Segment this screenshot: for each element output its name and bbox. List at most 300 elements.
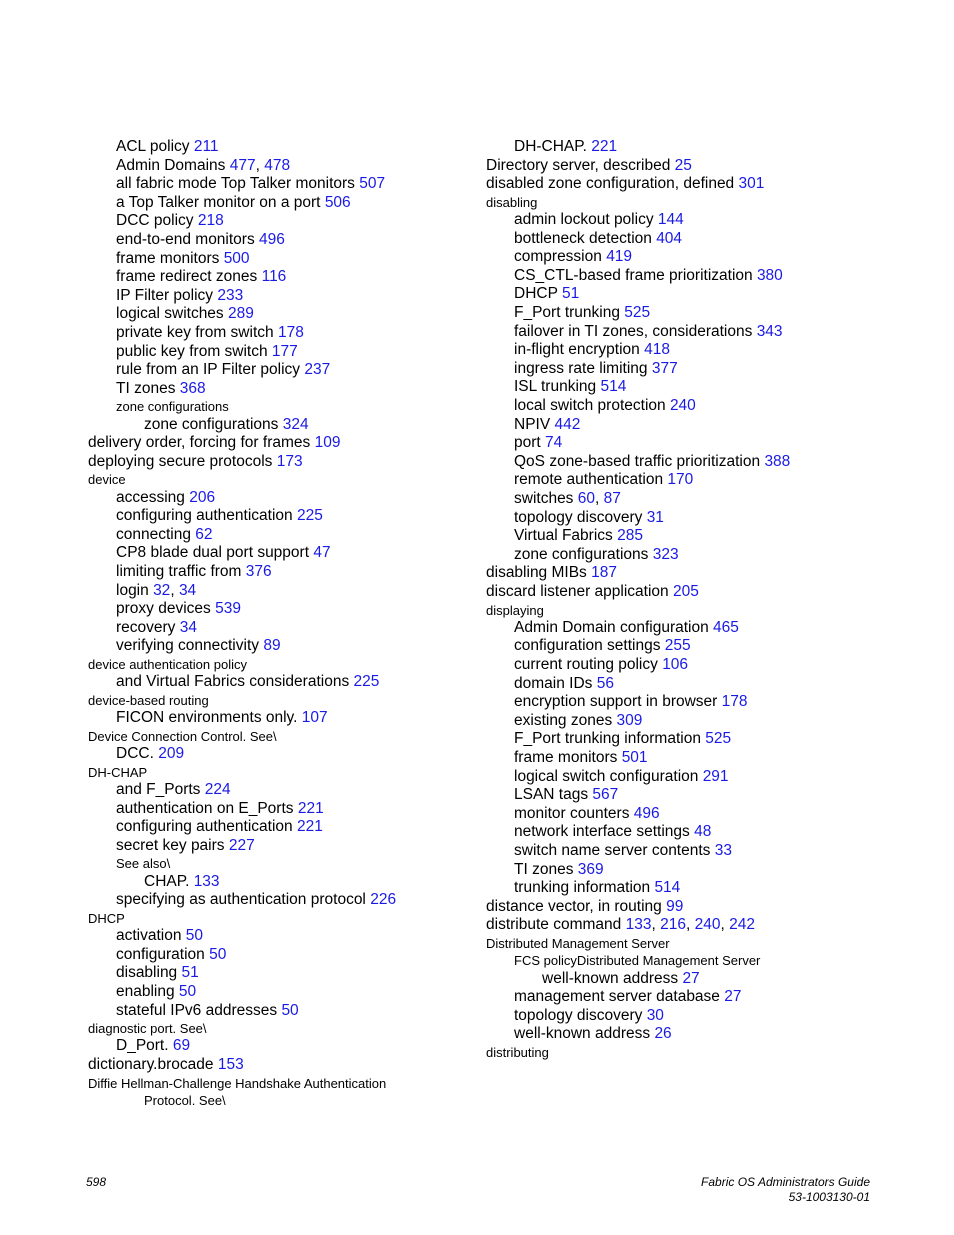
index-entry-private-key-from-switch	[88, 324, 478, 343]
index-term: private key from switch	[116, 323, 274, 341]
index-term: domain IDs	[514, 674, 593, 692]
index-term: existing zones	[514, 711, 613, 729]
page-link-26[interactable]: 26	[654, 1025, 672, 1043]
index-entry-compression	[486, 248, 886, 267]
index-term: encryption support in browser	[514, 693, 718, 711]
index-entry-and-f-ports	[88, 781, 478, 800]
index-entry-virtual-fabrics	[486, 527, 886, 546]
index-entry-f-port-trunking	[486, 304, 886, 323]
index-term: DCC policy	[116, 212, 194, 230]
page-link-50[interactable]: 50	[178, 982, 197, 1000]
index-term: port	[514, 434, 541, 452]
index-term: enabling	[116, 982, 175, 1000]
page-link-380[interactable]: 380	[756, 266, 783, 284]
page-footer-right	[701, 1175, 870, 1205]
index-entry-diffie-hellman-challenge-handshake-authentication	[88, 1075, 478, 1092]
index-entry-fcs-policydistributed-management-server	[486, 952, 886, 969]
index-entry-limiting-traffic-from	[88, 563, 478, 582]
index-term: and Virtual Fabrics considerations	[116, 673, 350, 691]
index-entry-npiv	[486, 416, 886, 435]
page-link-285[interactable]: 285	[617, 527, 643, 545]
index-term: Directory server, described	[486, 156, 671, 174]
index-entry-switch-name-server-contents	[486, 842, 886, 861]
index-term: connecting	[116, 525, 191, 543]
index-term: ACL policy	[116, 138, 190, 155]
index-entry-connecting	[88, 526, 478, 545]
index-entry-lsan-tags	[486, 786, 886, 805]
page-link-233[interactable]: 233	[217, 286, 244, 304]
page-link-291[interactable]: 291	[702, 767, 729, 785]
index-term: verifying connectivity	[116, 637, 260, 655]
index-term: switches	[514, 489, 574, 507]
index-entry-delivery-order-forcing-for-frames	[88, 434, 478, 453]
index-term: Diffie Hellman-Challenge Handshake Authentication	[88, 1075, 387, 1091]
page-link-31[interactable]: 31	[646, 508, 664, 526]
index-term: DCC.	[116, 745, 154, 763]
index-term: ingress rate limiting	[514, 359, 648, 377]
page-link-144[interactable]: 144	[657, 211, 684, 229]
index-entry-zone-configurations	[88, 398, 478, 415]
index-term: specifying as authentication protocol	[116, 891, 366, 909]
page-link-221[interactable]: 221	[296, 818, 323, 836]
index-entry-cs-ctl-based-frame-prioritization	[486, 267, 886, 286]
index-entry-admin-lockout-policy	[486, 211, 886, 230]
index-term: See also\	[116, 856, 171, 872]
page-link-242[interactable]: 242	[729, 916, 755, 934]
page-link-30[interactable]: 30	[646, 1006, 664, 1024]
page-link-377[interactable]: 377	[651, 359, 678, 377]
index-term: logical switches	[116, 305, 224, 323]
index-term: F_Port trunking information	[514, 730, 701, 748]
index-term: compression	[514, 248, 602, 266]
index-term: remote authentication	[514, 471, 664, 489]
page-footer-left	[86, 1175, 106, 1190]
page-link-237[interactable]: 237	[304, 361, 331, 379]
index-term: distribute command	[486, 916, 622, 934]
page-link-50[interactable]: 50	[209, 945, 227, 963]
page-link-33[interactable]: 33	[714, 841, 732, 859]
index-term: management server database	[514, 988, 720, 1006]
page-link-205[interactable]: 205	[672, 582, 699, 600]
page-link-225[interactable]: 225	[353, 673, 380, 691]
page-link-50[interactable]: 50	[185, 927, 204, 945]
page-link-106[interactable]: 106	[662, 656, 689, 674]
page-link-525[interactable]: 525	[705, 730, 732, 748]
index-term: CHAP.	[144, 872, 190, 890]
page-link-62[interactable]: 62	[195, 525, 213, 543]
index-entry-stateful-ipv6-addresses	[88, 1002, 478, 1021]
index-term: Device Connection Control. See\	[88, 728, 277, 744]
index-entry-bottleneck-detection	[486, 230, 886, 249]
page-link-178[interactable]: 178	[277, 323, 304, 341]
index-term: Admin Domain configuration	[514, 618, 709, 636]
index-entry-device-based-routing	[88, 692, 478, 709]
page-link-221[interactable]: 221	[591, 138, 618, 155]
page-link-539[interactable]: 539	[215, 600, 241, 618]
page-link-323[interactable]: 323	[652, 545, 679, 563]
index-entry-d-port	[88, 1037, 478, 1056]
page-link-301[interactable]: 301	[738, 175, 765, 193]
page-link-173[interactable]: 173	[276, 452, 303, 470]
page-link-224[interactable]: 224	[204, 781, 231, 798]
index-entry-accessing	[88, 489, 478, 508]
index-column-left	[88, 138, 478, 1109]
index-entry-switches: switches 60, 87	[514, 489, 621, 507]
index-entry-distance-vector-in-routing	[486, 898, 886, 917]
index-entry-topology-discovery	[486, 509, 886, 528]
index-entry-specifying-as-authentication-protocol	[88, 891, 478, 910]
page-link-218[interactable]: 218	[197, 212, 224, 230]
index-entry-ficon-environments-only	[88, 709, 478, 728]
page-link-477[interactable]: 477	[229, 156, 256, 174]
index-entry-logical-switch-configuration	[486, 768, 886, 787]
index-term: delivery order, forcing for frames	[88, 434, 311, 452]
index-entry-device	[88, 471, 478, 488]
index-entry-dictionary-brocade	[88, 1056, 478, 1075]
page-link-99[interactable]: 99	[666, 897, 684, 915]
index-term: logical switch configuration	[514, 767, 699, 785]
index-term: rule from an IP Filter policy	[116, 361, 301, 379]
index-entry-well-known-address	[486, 970, 886, 989]
page-link-133[interactable]: 133	[625, 916, 652, 934]
index-entry-in-flight-encryption	[486, 341, 886, 360]
index-entry-frame-monitors	[486, 749, 886, 768]
page-link-177[interactable]: 177	[271, 342, 298, 360]
index-term: Protocol. See\	[144, 1092, 226, 1108]
index-term: device	[88, 472, 126, 488]
index-entry-trunking-information	[486, 879, 886, 898]
index-entry-rule-from-an-ip-filter-policy	[88, 361, 478, 380]
page-link-107[interactable]: 107	[301, 709, 328, 727]
page-link-56[interactable]: 56	[596, 674, 614, 692]
index-entry-deploying-secure-protocols	[88, 453, 478, 472]
index-entry-ti-zones	[88, 380, 478, 399]
index-term: topology discovery	[514, 1006, 643, 1024]
index-term: frame redirect zones	[116, 268, 258, 286]
page-link-206[interactable]: 206	[189, 488, 216, 506]
index-entry-ti-zones	[486, 861, 886, 880]
index-entry-and-virtual-fabrics-considerations	[88, 673, 478, 692]
index-term: DHCP	[88, 910, 125, 926]
index-column-right	[486, 138, 886, 1061]
index-entry-isl-trunking	[486, 378, 886, 397]
index-entry-displaying	[486, 602, 886, 619]
index-entry-port	[486, 434, 886, 453]
index-term: DH-CHAP	[88, 764, 148, 780]
page-link-376[interactable]: 376	[245, 563, 272, 581]
index-entry-disabling	[486, 194, 886, 211]
page-link-514[interactable]: 514	[654, 879, 681, 897]
index-term: NPIV	[514, 415, 551, 433]
index-entry-directory-server-described	[486, 157, 886, 176]
index-term: distance vector, in routing	[486, 897, 662, 915]
index-term: device authentication policy	[88, 657, 247, 673]
index-entry-dhcp	[486, 285, 886, 304]
page-link-496[interactable]: 496	[259, 230, 285, 248]
index-term: FICON environments only.	[116, 709, 298, 727]
index-entry-cp8-blade-dual-port-support	[88, 544, 478, 563]
index-term: TI zones	[116, 379, 176, 397]
index-entry-dcc	[88, 745, 478, 764]
page-link-324[interactable]: 324	[282, 415, 309, 433]
page-link-34[interactable]: 34	[178, 581, 197, 599]
index-entry-configuration	[88, 946, 478, 965]
page-link-225[interactable]: 225	[296, 507, 323, 525]
index-term: CS_CTL-based frame prioritization	[514, 266, 753, 284]
index-entry-authentication-on-e-ports	[88, 800, 478, 819]
page-link-187[interactable]: 187	[591, 564, 617, 582]
page-link-51[interactable]: 51	[181, 964, 199, 982]
index-entry-secret-key-pairs	[88, 837, 478, 856]
index-entry-frame-monitors	[88, 250, 478, 269]
index-term: disabling MIBs	[486, 564, 587, 582]
page-link-74[interactable]: 74	[545, 434, 563, 452]
index-term: CP8 blade dual port support	[116, 544, 310, 562]
page-number: 598	[86, 1175, 107, 1189]
index-term: F_Port trunking	[514, 304, 620, 322]
index-term: discard listener application	[486, 582, 669, 600]
page-link-465[interactable]: 465	[713, 618, 739, 636]
page-link-240[interactable]: 240	[694, 916, 721, 934]
index-entry-chap	[88, 873, 478, 892]
page-link-170[interactable]: 170	[667, 471, 694, 489]
index-term: dictionary.brocade	[88, 1056, 214, 1074]
page-link-27[interactable]: 27	[724, 988, 742, 1006]
index-entry-f-port-trunking-information	[486, 730, 886, 749]
index-term: disabling	[486, 194, 538, 210]
index-term: admin lockout policy	[514, 211, 654, 229]
page-link-368[interactable]: 368	[179, 379, 206, 397]
page-link-25[interactable]: 25	[674, 156, 692, 174]
index-entry-distributed-management-server	[486, 935, 886, 952]
index-entry-domain-ids	[486, 675, 886, 694]
index-entry-device-authentication-policy	[88, 656, 478, 673]
index-term: end-to-end monitors	[116, 230, 255, 248]
index-term: and F_Ports	[116, 781, 201, 798]
page-link-221[interactable]: 221	[297, 799, 324, 817]
index-entry-encryption-support-in-browser	[486, 693, 886, 712]
index-term: frame monitors	[514, 749, 618, 766]
page-link-506[interactable]: 506	[324, 193, 351, 211]
index-term: ISL trunking	[514, 378, 597, 396]
index-entry-a-top-talker-monitor-on-a-port	[88, 194, 478, 213]
index-entry-logical-switches	[88, 305, 478, 324]
index-term: disabled zone configuration, defined	[486, 175, 735, 193]
page-link-32[interactable]: 32	[153, 581, 171, 599]
index-entry-local-switch-protection	[486, 397, 886, 416]
index-entry-activation	[88, 927, 478, 946]
index-entry-admin-domain-configuration	[486, 619, 886, 638]
index-term: current routing policy	[514, 656, 658, 674]
page-link-216[interactable]: 216	[660, 916, 686, 934]
index-term: TI zones	[514, 860, 574, 878]
index-term: displaying	[486, 602, 544, 618]
index-term: switch name server contents	[514, 841, 711, 859]
index-entry-monitor-counters	[486, 805, 886, 824]
page-link-442[interactable]: 442	[554, 415, 581, 433]
index-entry-well-known-address	[486, 1025, 886, 1044]
page-link-133[interactable]: 133	[193, 872, 220, 890]
page-link-255[interactable]: 255	[664, 637, 691, 655]
index-entry-ip-filter-policy	[88, 287, 478, 306]
page-link-240[interactable]: 240	[669, 397, 696, 415]
index-entry-distribute-command: distribute command 133, 216, 240, 242	[486, 916, 755, 934]
index-term: DHCP	[514, 285, 558, 303]
document-number: 53-1003130-01	[788, 1190, 870, 1204]
page-link-289[interactable]: 289	[228, 305, 254, 323]
index-term: a Top Talker monitor on a port	[116, 193, 321, 211]
index-term: network interface settings	[514, 823, 690, 841]
index-entry-all-fabric-mode-top-talker-monitors	[88, 175, 478, 194]
page-link-567[interactable]: 567	[592, 786, 619, 804]
index-term: D_Port.	[116, 1037, 169, 1055]
index-term: disabling	[116, 964, 178, 982]
index-term: proxy devices	[116, 600, 211, 618]
page-link-34[interactable]: 34	[179, 618, 197, 636]
page-link-478[interactable]: 478	[264, 156, 291, 174]
index-term: accessing	[116, 488, 185, 506]
index-term: public key from switch	[116, 342, 268, 360]
index-entry-disabling-mibs	[486, 564, 886, 583]
index-term: in-flight encryption	[514, 341, 640, 359]
index-entry-dhcp	[88, 910, 478, 927]
index-term: Virtual Fabrics	[514, 527, 613, 545]
index-term: LSAN tags	[514, 786, 589, 804]
index-entry-configuring-authentication	[88, 507, 478, 526]
page-link-27[interactable]: 27	[682, 969, 700, 987]
page-link-514[interactable]: 514	[600, 378, 627, 396]
index-entry-ingress-rate-limiting	[486, 360, 886, 379]
index-entry-verifying-connectivity	[88, 637, 478, 656]
index-term: Distributed Management Server	[486, 935, 670, 951]
index-entry-see-also	[88, 855, 478, 872]
index-term: deploying secure protocols	[88, 452, 273, 470]
index-entry-distributing	[486, 1044, 886, 1061]
index-term: zone configurations	[116, 399, 229, 415]
page-link-69[interactable]: 69	[172, 1037, 191, 1055]
page-link-419[interactable]: 419	[606, 248, 633, 266]
index-entry-current-routing-policy	[486, 656, 886, 675]
page-link-89[interactable]: 89	[263, 637, 281, 655]
index-entry-configuring-authentication	[88, 818, 478, 837]
index-term: login	[116, 581, 149, 599]
index-entry-enabling	[88, 983, 478, 1002]
index-entry-management-server-database	[486, 988, 886, 1007]
page-link-48[interactable]: 48	[694, 823, 712, 841]
index-term: diagnostic port. See\	[88, 1021, 207, 1037]
index-term: configuring authentication	[116, 507, 293, 525]
index-term: configuration settings	[514, 637, 661, 655]
index-entry-admin-domains: Admin Domains 477, 478	[116, 156, 291, 174]
index-term: configuration	[116, 945, 205, 963]
page-link-178[interactable]: 178	[721, 693, 748, 711]
index-term: secret key pairs	[116, 836, 225, 854]
index-term: all fabric mode Top Talker monitors	[116, 175, 355, 193]
index-term: stateful IPv6 addresses	[116, 1001, 278, 1019]
page-link-109[interactable]: 109	[314, 434, 341, 452]
index-term: failover in TI zones, considerations	[514, 322, 753, 340]
page-link-343[interactable]: 343	[756, 322, 783, 340]
index-term: well-known address	[542, 969, 679, 987]
page-link-496[interactable]: 496	[633, 804, 660, 822]
index-entry-qos-zone-based-traffic-prioritization	[486, 453, 886, 472]
index-entry-proxy-devices	[88, 600, 478, 619]
index-term: device-based routing	[88, 692, 209, 708]
index-entry-disabling	[88, 964, 478, 983]
index-entry-acl-policy	[88, 138, 478, 157]
page-link-227[interactable]: 227	[228, 836, 255, 854]
index-term: frame monitors	[116, 249, 220, 267]
index-entry-configuration-settings	[486, 637, 886, 656]
index-term: authentication on E_Ports	[116, 799, 294, 817]
index-term: distributing	[486, 1044, 549, 1060]
index-entry-dh-chap	[88, 764, 478, 781]
page-link-226[interactable]: 226	[370, 891, 397, 909]
page-link-309[interactable]: 309	[616, 711, 643, 729]
index-entry-existing-zones	[486, 712, 886, 731]
index-entry-failover-in-ti-zones-considerations	[486, 323, 886, 342]
index-term: IP Filter policy	[116, 286, 214, 304]
index-entry-login: login 32, 34	[116, 581, 197, 599]
page-link-51[interactable]: 51	[561, 285, 580, 303]
index-entry-disabled-zone-configuration-defined	[486, 175, 886, 194]
index-entry-zone-configurations	[88, 416, 478, 435]
index-entry-device-connection-control-see	[88, 728, 478, 745]
index-term: topology discovery	[514, 508, 643, 526]
page-link-211[interactable]: 211	[193, 138, 219, 155]
page-link-525[interactable]: 525	[624, 304, 651, 322]
index-entry-remote-authentication	[486, 471, 886, 490]
page-link-501[interactable]: 501	[621, 749, 648, 766]
page-link-209[interactable]: 209	[158, 745, 185, 763]
index-entry-topology-discovery	[486, 1007, 886, 1026]
page-link-87[interactable]: 87	[603, 489, 621, 507]
index-term: FCS policyDistributed Management Server	[514, 953, 761, 969]
index-term: QoS zone-based traffic prioritization	[514, 452, 761, 470]
page-link-116[interactable]: 116	[261, 268, 287, 286]
page-link-50[interactable]: 50	[281, 1001, 299, 1019]
page-link-369[interactable]: 369	[577, 860, 604, 878]
index-term: local switch protection	[514, 397, 666, 415]
page-link-418[interactable]: 418	[644, 341, 670, 359]
page-link-500[interactable]: 500	[223, 249, 250, 267]
index-term: bottleneck detection	[514, 229, 652, 247]
index-term: limiting traffic from	[116, 563, 242, 581]
page-link-404[interactable]: 404	[656, 229, 683, 247]
page-link-388[interactable]: 388	[764, 452, 791, 470]
page-link-60[interactable]: 60	[577, 489, 595, 507]
document-title: Fabric OS Administrators Guide	[701, 1175, 870, 1189]
index-term: Admin Domains	[116, 156, 226, 174]
page-link-153[interactable]: 153	[217, 1056, 244, 1074]
index-entry-diagnostic-port-see	[88, 1020, 478, 1037]
page-link-507[interactable]: 507	[359, 175, 386, 193]
index-entry-protocol-see	[88, 1092, 478, 1109]
index-term: DH-CHAP.	[514, 138, 587, 155]
index-entry-zone-configurations	[486, 546, 886, 565]
page-link-47[interactable]: 47	[313, 544, 331, 562]
index-entry-frame-redirect-zones	[88, 268, 478, 287]
index-term: well-known address	[514, 1025, 651, 1043]
index-entry-dcc-policy	[88, 212, 478, 231]
index-entry-discard-listener-application	[486, 583, 886, 602]
index-term: monitor counters	[514, 804, 630, 822]
index-entry-recovery	[88, 619, 478, 638]
index-entry-network-interface-settings	[486, 823, 886, 842]
index-term: recovery	[116, 618, 176, 636]
index-term: configuring authentication	[116, 818, 293, 836]
index-term: activation	[116, 927, 182, 945]
